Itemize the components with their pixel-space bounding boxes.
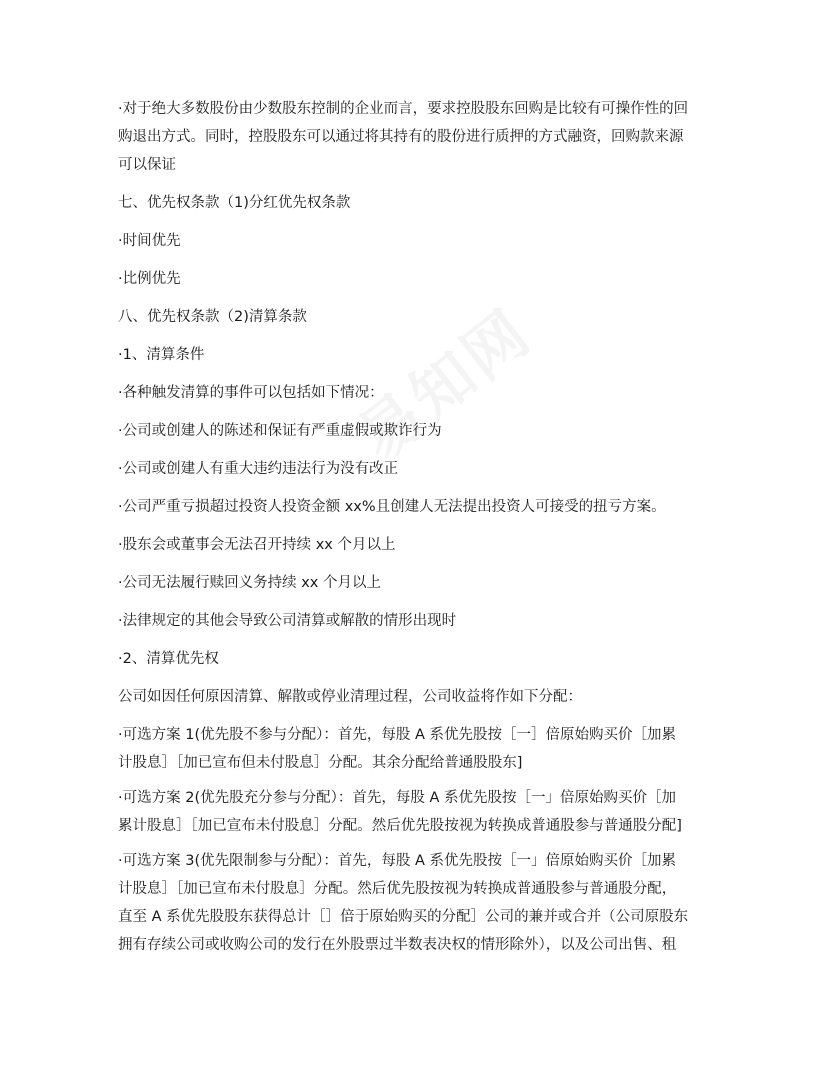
text-line: 计股息］［加已宣布未付股息］分配。然后优先股按视为转换成普通股参与普通股分配， xyxy=(118,881,677,897)
paragraph-buyback xyxy=(118,95,718,179)
text-line: ·对于绝大多数股份由少数股东控制的企业而言，要求控股股东回购是比较有可操作性的回 xyxy=(118,101,689,117)
text-line: 拥有存续公司或收购公司的发行在外股票过半数表决权的情形除外），以及公司出售、租 xyxy=(118,937,677,953)
list-item xyxy=(118,455,718,483)
text-line: ·公司或创建人的陈述和保证有严重虚假或欺诈行为 xyxy=(118,423,442,439)
text-line: 公司如因任何原因清算、解散或停业清理过程，公司收益将作如下分配： xyxy=(118,689,582,705)
text-line: ·公司严重亏损超过投资人投资金额 xx%且创建人无法提出投资人可接受的扭亏方案。 xyxy=(118,499,666,515)
text-line: ·公司或创建人有重大违约违法行为没有改正 xyxy=(118,461,399,477)
text-line: ·时间优先 xyxy=(118,233,181,249)
text-line: ·比例优先 xyxy=(118,271,181,287)
text-line: 七、优先权条款（1)分红优先权条款 xyxy=(118,195,351,211)
text-line: ·公司无法履行赎回义务持续 xx 个月以上 xyxy=(118,575,381,591)
text-line: ·可选方案 1(优先股不参与分配）：首先，每股 A 系优先股按［一］倍原始购买价［加累 xyxy=(118,727,676,743)
text-line: ·各种触发清算的事件可以包括如下情况： xyxy=(118,385,384,401)
heading-liquidation xyxy=(118,303,718,331)
paragraph-distribution xyxy=(118,683,718,711)
text-line: 可以保证 xyxy=(118,157,176,173)
list-item xyxy=(118,227,718,255)
text-line: ·法律规定的其他会导致公司清算或解散的情形出现时 xyxy=(118,613,457,629)
text-line: 累计股息］［加已宣布未付股息］分配。然后优先股按视为转换成普通股参与普通股分配] xyxy=(118,818,682,834)
list-item xyxy=(118,607,718,635)
text-line: ·可选方案 2(优先股充分参与分配）：首先，每股 A 系优先股按［一」倍原始购买价［加 xyxy=(118,790,676,806)
list-item xyxy=(118,569,718,597)
option-2 xyxy=(118,784,718,840)
text-line: 直至 A 系优先股股东获得总计［］倍于原始购买的分配］公司的兼并或合并（公司原股东 xyxy=(118,909,689,925)
list-item xyxy=(118,265,718,293)
subheading-liquidation-conditions xyxy=(118,341,718,369)
heading-dividend-priority xyxy=(118,189,718,217)
list-item xyxy=(118,531,718,559)
text-line: ·股东会或董事会无法召开持续 xx 个月以上 xyxy=(118,537,396,553)
option-1 xyxy=(118,721,718,777)
text-line: ·2、清算优先权 xyxy=(118,651,219,667)
list-item xyxy=(118,493,718,521)
list-item xyxy=(118,417,718,445)
text-line: ·可选方案 3(优先限制参与分配）：首先，每股 A 系优先股按［一」倍原始购买价［加累 xyxy=(118,853,676,869)
text-line: 计股息］［加已宣布但未付股息］分配。其余分配给普通股股东] xyxy=(118,755,523,771)
text-line: 八、优先权条款（2)清算条款 xyxy=(118,309,307,325)
option-3 xyxy=(118,847,718,959)
subheading-liquidation-preference xyxy=(118,645,718,673)
text-line: ·1、清算条件 xyxy=(118,347,205,363)
list-item xyxy=(118,379,718,407)
text-line: 购退出方式。同时，控股股东可以通过将其持有的股份进行质押的方式融资，回购款来源 xyxy=(118,129,684,145)
document-page xyxy=(118,95,718,966)
